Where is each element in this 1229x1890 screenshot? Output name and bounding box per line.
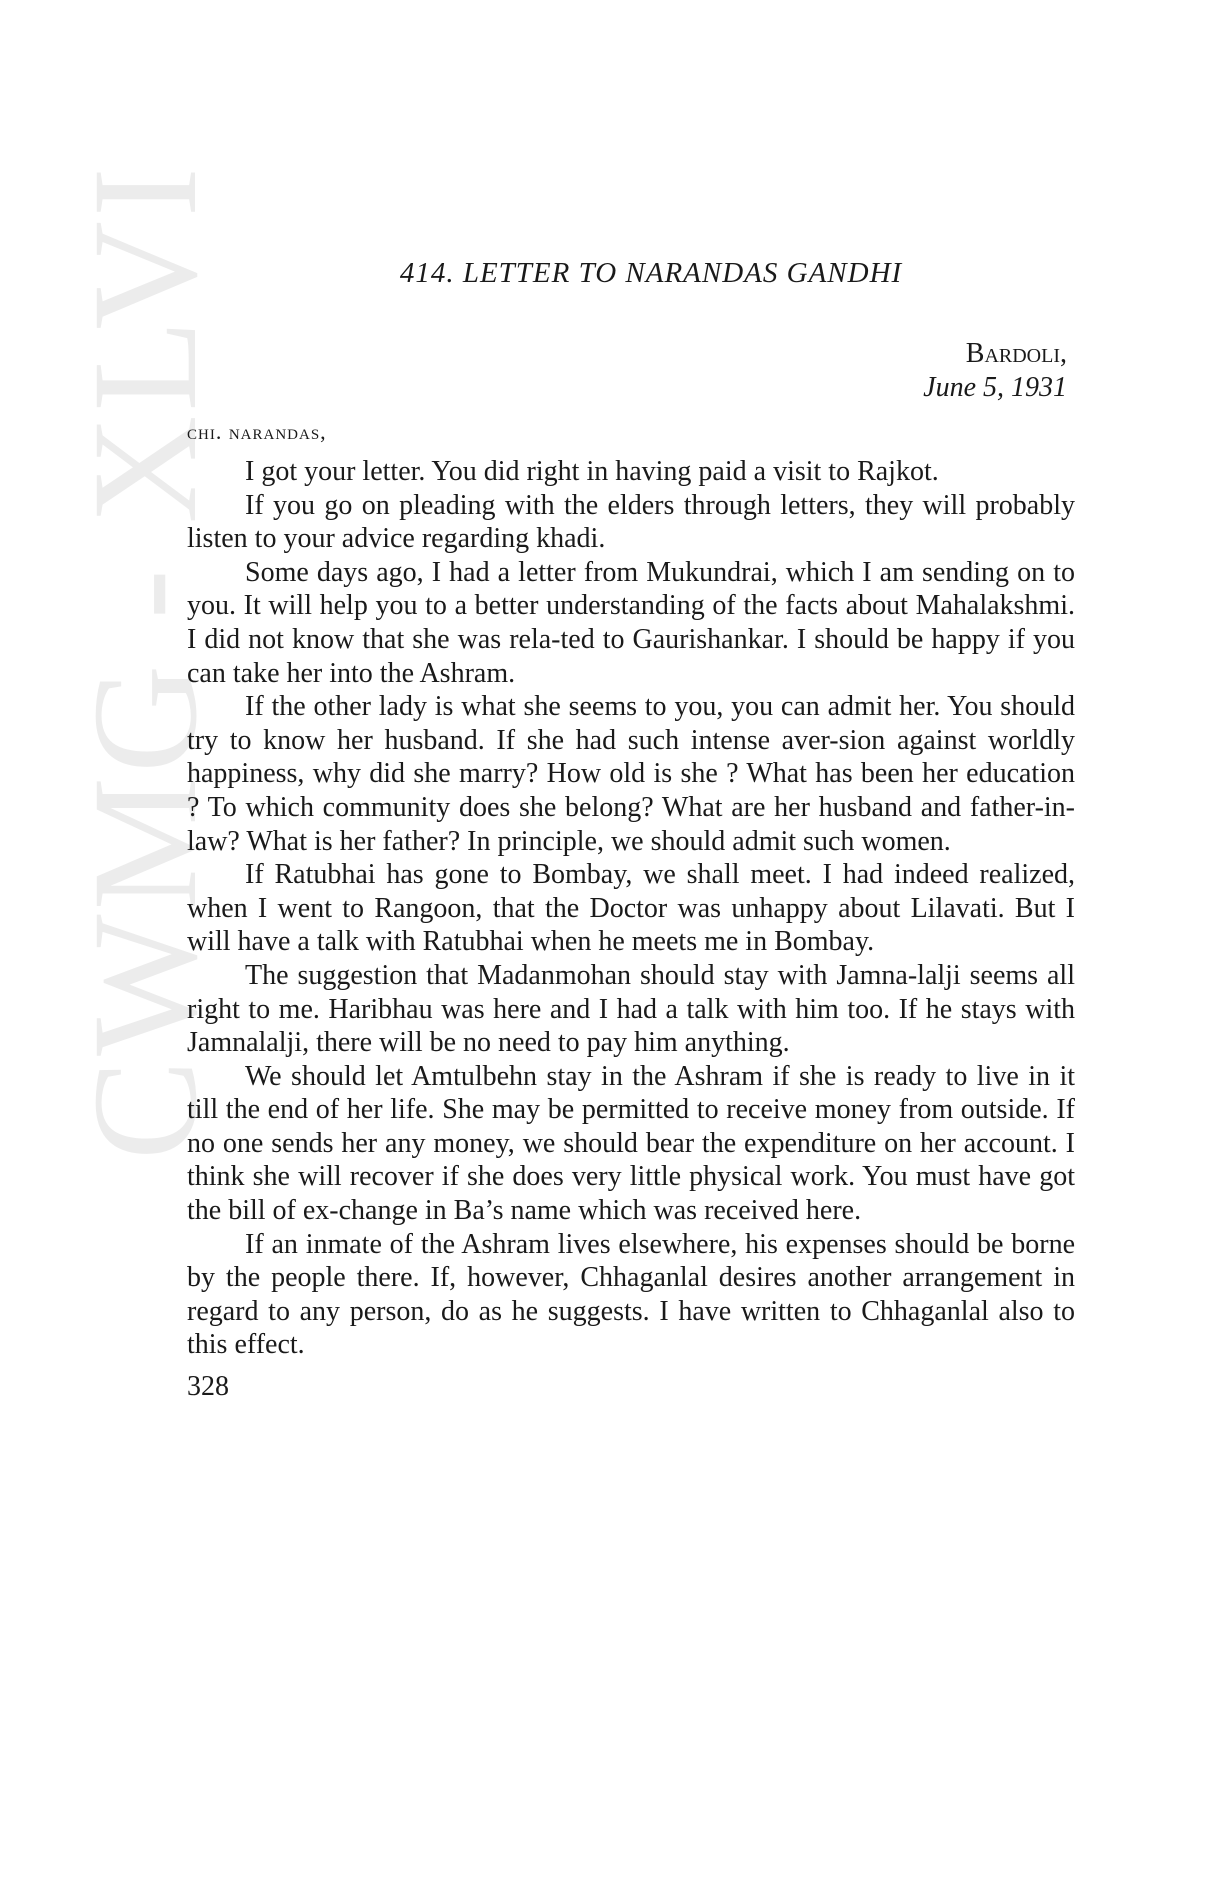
document-page — [187, 240, 1075, 1404]
letter-place: Bardoli, — [965, 338, 1067, 369]
letter-body — [187, 455, 1075, 1362]
paragraph-7: We should let Amtulbehn stay in the Ashram if she is ready to live in it till the end of her life. She may be permitted to receive money from outside. If no one sends her any money, we should bear the expenditure on her account. I think she will recover if she does very little physical work. You must have got the bill of ex-change in Ba’s name which was received here. — [187, 1060, 1075, 1227]
letter-salutation: chi. narandas, — [187, 419, 327, 444]
letter-date: June 5, 1931 — [923, 372, 1067, 403]
paragraph-6: The suggestion that Madanmohan should stay with Jamna-lalji seems all right to me. Haribhau was here and I had a talk with him too. If he stays with Jamnalalji, there will be no need to pay him anything. — [187, 959, 1075, 1059]
paragraph-5: If Ratubhai has gone to Bombay, we shall meet. I had indeed realized, when I went to Rangoon, that the Doctor was unhappy about Lilavati. But I will have a talk with Ratubhai when he meets me in Bombay. — [187, 859, 1075, 958]
letter-title: 414. LETTER TO NARANDAS GANDHI — [399, 257, 903, 289]
paragraph-1: I got your letter. You did right in having paid a visit to Rajkot. — [245, 456, 939, 487]
paragraph-4: If the other lady is what she seems to you, you can admit her. You should try to know her husband. If she had such intense aver-sion against worldly happiness, why did she marry? How old is she ? What has been her education ? To which community does she belong? What are her husband and father-in-law? What is her father? In principle, we should admit such women. — [187, 691, 1075, 857]
paragraph-8: If an inmate of the Ashram lives elsewhere, his expenses should be borne by the people there. If, however, Chhaganlal desires another arrangement in regard to any person, do as he suggests. I have written to Chhaganlal also to this effect. — [187, 1228, 1075, 1361]
paragraph-2: If you go on pleading with the elders through letters, they will probably listen to your advice regarding khadi. — [187, 489, 1075, 555]
paragraph-3: Some days ago, I had a letter from Mukundrai, which I am sending on to you. It will help you to a better understanding of the facts about Mahalakshmi. I did not know that she was rela-ted to Gaurishankar. I should be happy if you can take her into the Ashram. — [187, 556, 1075, 689]
page-number: 328 — [187, 1371, 229, 1403]
watermark-text: CWMG - XLVI — [62, 163, 228, 1160]
